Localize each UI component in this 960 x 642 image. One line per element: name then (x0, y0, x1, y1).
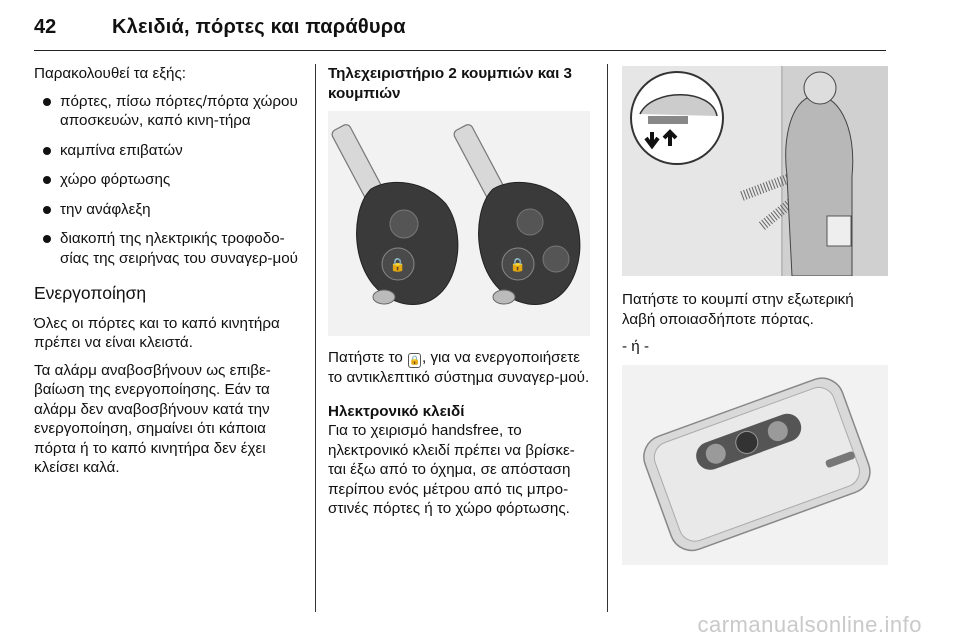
svg-text:🔒: 🔒 (509, 257, 527, 272)
list-item: χώρο φόρτωσης (34, 170, 304, 190)
svg-text:🔒: 🔒 (389, 257, 407, 272)
section-heading-activation: Ενεργοποίηση (34, 283, 147, 303)
watermark: carmanualsonline.info (697, 612, 922, 637)
lock-icon: 🔒 (408, 353, 421, 368)
list-item: καμπίνα επιβατών (34, 141, 304, 161)
list-item: την ανάφλεξη (34, 200, 304, 220)
column-divider-1 (315, 64, 316, 612)
column-3 (622, 64, 888, 565)
paragraph: Τα αλάρμ αναβοσβήνουν ως επιβε-βαίωση της ενεργοποίησης. Εάν τα αλάρμ δεν αναβοσβήνουν κατά την ενεργοποίηση, σημαίνει ότι κάποια πόρτα ή το καπό κινητήρα δεν έχει κλείσει καλά. (34, 361, 271, 476)
column-divider-2 (607, 64, 608, 612)
or-separator: - ή - (622, 338, 650, 355)
door-handle-illustration (622, 66, 888, 276)
paragraph: Όλες οι πόρτες και το καπό κινητήρα πρέπει να είναι κλειστά. (34, 314, 280, 351)
paragraph: Πατήστε το κουμπί στην εξωτερική λαβή οποιασδήποτε πόρτας. (622, 291, 854, 328)
paragraph: Για το χειρισμό handsfree, το ηλεκτρονικό κλειδί πρέπει να βρίσκε-ται έξω από το όχημα, σε απόσταση περίπου ενός μέτρου από τις μπρο-στινές πόρτες ή το χώρο φόρτωσης. (328, 422, 575, 517)
column-2 (328, 64, 590, 527)
remote-keys-illustration (328, 111, 590, 336)
page-header (34, 16, 886, 51)
list-item: πόρτες, πίσω πόρτες/πόρτα χώρου αποσκευών, καπό κινη-τήρα (34, 92, 304, 131)
smart-card-key-illustration (622, 365, 888, 565)
section-heading-remote: Τηλεχειριστήριο 2 κουμπιών και 3 κουμπιών (328, 65, 572, 102)
intro-text: Παρακολουθεί τα εξής: (34, 65, 187, 82)
page-title: Κλειδιά, πόρτες και παράθυρα (112, 16, 406, 38)
monitored-list (34, 92, 304, 269)
section-heading-electronic-key: Ηλεκτρονικό κλειδί (328, 402, 465, 420)
column-1 (34, 64, 304, 486)
list-item: διακοπή της ηλεκτρικής τροφοδο-σίας της σειρήνας του συναγερ-μού (34, 229, 304, 268)
paragraph: Πατήστε το 🔒 , για να ενεργοποιήσετε το αντικλεπτικό σύστημα συναγερ-μού. (328, 349, 590, 386)
page-number: 42 (34, 16, 57, 38)
